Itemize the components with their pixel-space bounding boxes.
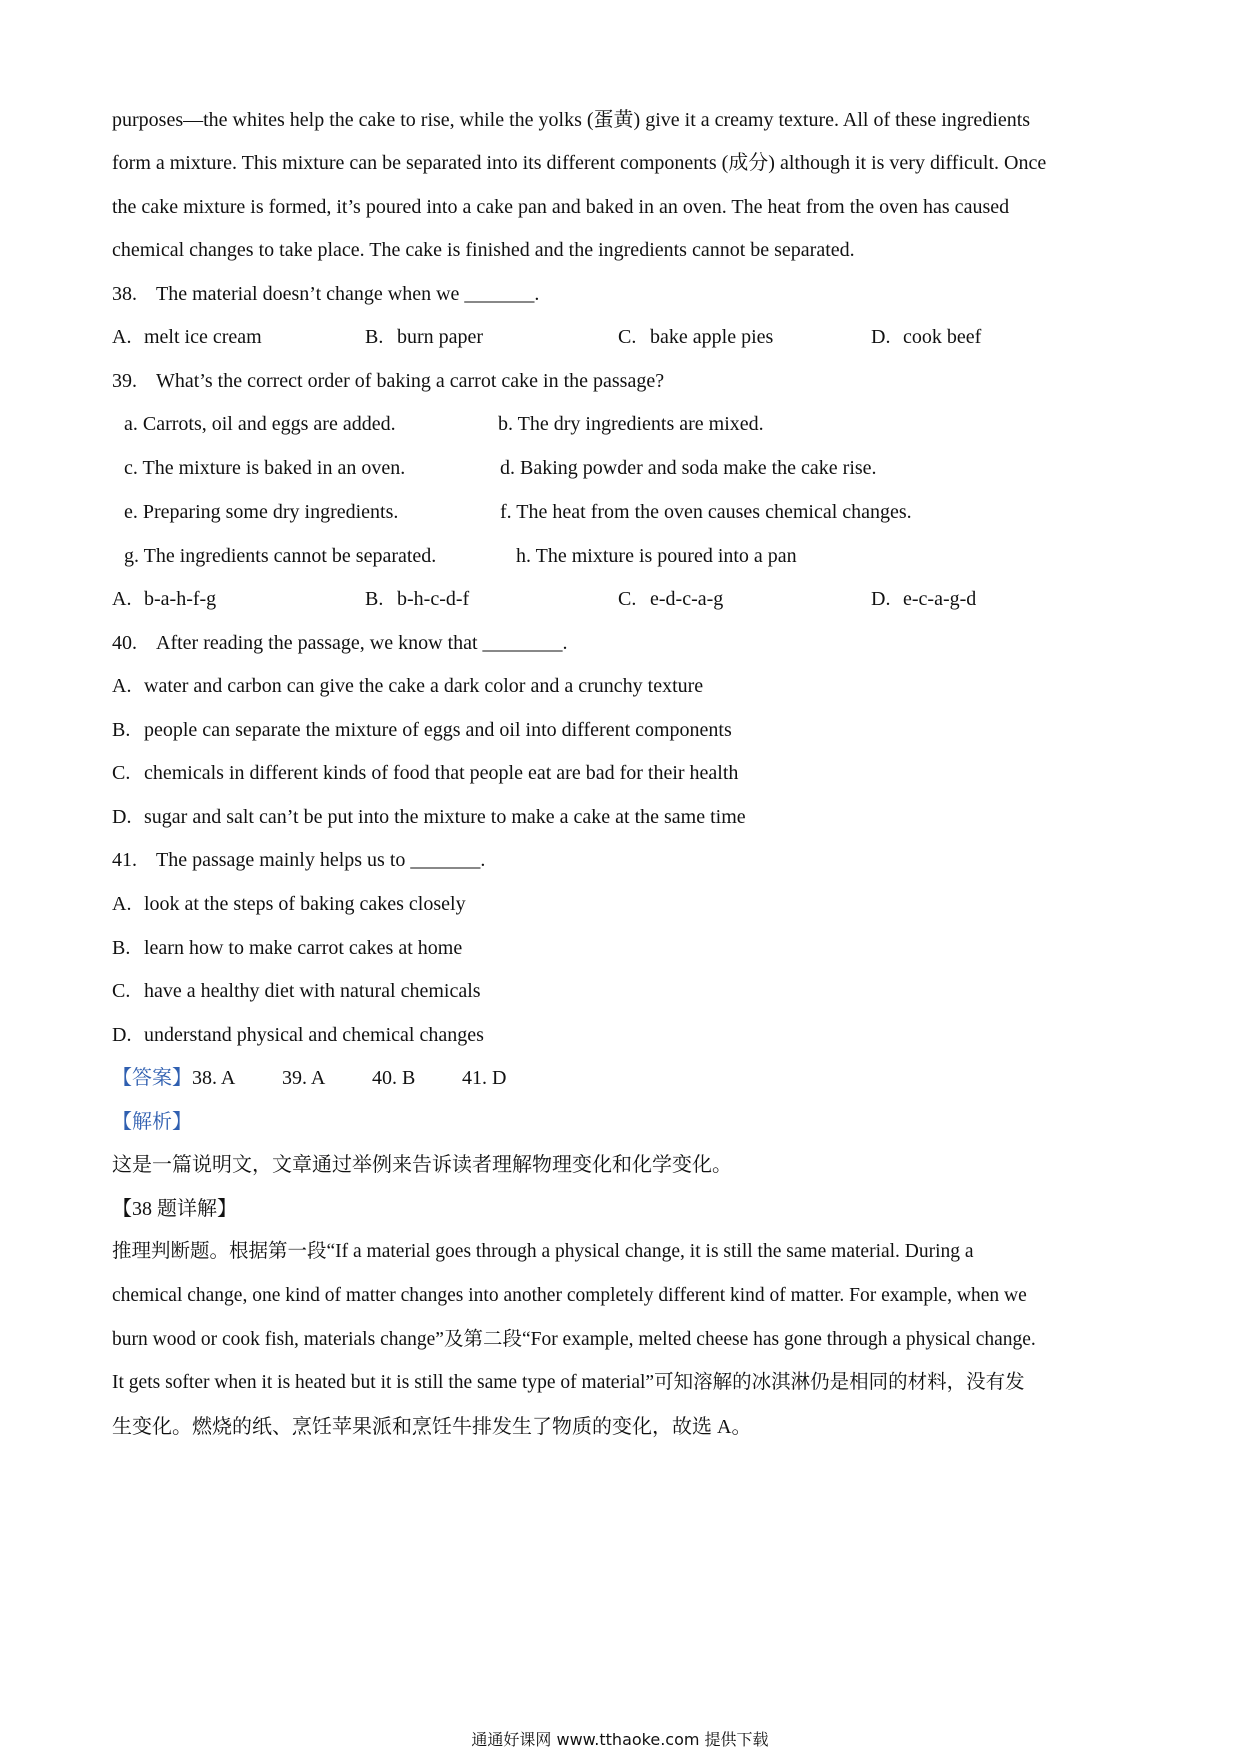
- option-40-b: B. people can separate the mixture of eggs and oil into different components: [112, 719, 732, 741]
- option-38-d: D. cook beef: [871, 326, 982, 348]
- question-number: 40.: [112, 632, 137, 654]
- page-footer: 通通好课网 www.tthaoke.com 提供下载: [471, 1730, 769, 1749]
- analysis-summary: 这是一篇说明文，文章通过举例来告诉读者理解物理变化和化学变化。: [112, 1154, 732, 1176]
- question-stem: The passage mainly helps us to _______.: [156, 849, 486, 871]
- answer-item: 38. A: [192, 1067, 236, 1089]
- passage-line: purposes—the whites help the cake to rise, while the yolks (蛋黄) give it a creamy texture. All of these ingredients: [112, 109, 1031, 131]
- step-item: g. The ingredients cannot be separated.: [124, 545, 437, 567]
- question-40: [112, 630, 568, 656]
- question-38: [112, 281, 539, 307]
- option-39-a: A. b-a-h-f-g: [112, 588, 217, 610]
- option-41-c: C. have a healthy diet with natural chemicals: [112, 980, 481, 1002]
- step-item: c. The mixture is baked in an oven.: [124, 457, 406, 479]
- analysis-label: 【解析】: [112, 1111, 192, 1133]
- answer-item: 41. D: [462, 1067, 507, 1089]
- question-stem: The material doesn’t change when we _______.: [156, 283, 540, 305]
- detail-line: burn wood or cook fish, materials change”及第二段“For example, melted cheese has gone through a physical change.: [112, 1329, 1036, 1350]
- option-40-a: A. water and carbon can give the cake a dark color and a crunchy texture: [112, 675, 704, 697]
- question-41: [112, 847, 485, 873]
- option-38-c: C. bake apple pies: [618, 326, 774, 348]
- question-number: 38.: [112, 283, 137, 305]
- detail-line: chemical change, one kind of matter changes into another completely different kind of matter. For example, when we: [112, 1285, 1027, 1306]
- passage-line: chemical changes to take place. The cake is finished and the ingredients cannot be separated.: [112, 239, 855, 261]
- option-39-c: C. e-d-c-a-g: [618, 588, 724, 610]
- detail-line: 推理判断题。根据第一段“If a material goes through a physical change, it is still the same material. During a: [112, 1241, 974, 1262]
- answer-row: [112, 1065, 506, 1091]
- question-number: 39.: [112, 370, 137, 392]
- option-40-c: C. chemicals in different kinds of food that people eat are bad for their health: [112, 762, 739, 784]
- step-item: a. Carrots, oil and eggs are added.: [124, 413, 396, 435]
- option-41-d: D. understand physical and chemical changes: [112, 1024, 484, 1046]
- question-number: 41.: [112, 849, 137, 871]
- passage-line: the cake mixture is formed, it’s poured into a cake pan and baked in an oven. The heat from the oven has caused: [112, 196, 1010, 218]
- step-item: f. The heat from the oven causes chemical changes.: [500, 501, 912, 523]
- option-38-b: B. burn paper: [365, 326, 484, 348]
- step-item: b. The dry ingredients are mixed.: [498, 413, 764, 435]
- question-stem: After reading the passage, we know that ________.: [156, 632, 568, 654]
- option-41-a: A. look at the steps of baking cakes closely: [112, 893, 466, 915]
- step-item: h. The mixture is poured into a pan: [516, 545, 797, 567]
- step-item: d. Baking powder and soda make the cake rise.: [500, 457, 877, 479]
- detail-line: It gets softer when it is heated but it is still the same type of material”可知溶解的冰淇淋仍是相同的材料，没有发: [112, 1372, 1025, 1393]
- question-39: [112, 368, 664, 394]
- passage-line: form a mixture. This mixture can be separated into its different components (成分) although it is very difficult. Once: [112, 152, 1047, 174]
- option-39-d: D. e-c-a-g-d: [871, 588, 977, 610]
- option-39-b: B. b-h-c-d-f: [365, 588, 470, 610]
- option-41-b: B. learn how to make carrot cakes at home: [112, 937, 463, 959]
- answer-item: 39. A: [282, 1067, 326, 1089]
- option-38-a: A. melt ice cream: [112, 326, 262, 348]
- detail-line: 生变化。燃烧的纸、烹饪苹果派和烹饪牛排发生了物质的变化，故选 A。: [112, 1416, 752, 1438]
- step-item: e. Preparing some dry ingredients.: [124, 501, 399, 523]
- detail-label: 【38 题详解】: [112, 1198, 237, 1220]
- question-stem: What’s the correct order of baking a carrot cake in the passage?: [156, 370, 665, 392]
- answer-label: 【答案】: [112, 1067, 192, 1089]
- option-40-d: D. sugar and salt can’t be put into the mixture to make a cake at the same time: [112, 806, 746, 828]
- answer-item: 40. B: [372, 1067, 416, 1089]
